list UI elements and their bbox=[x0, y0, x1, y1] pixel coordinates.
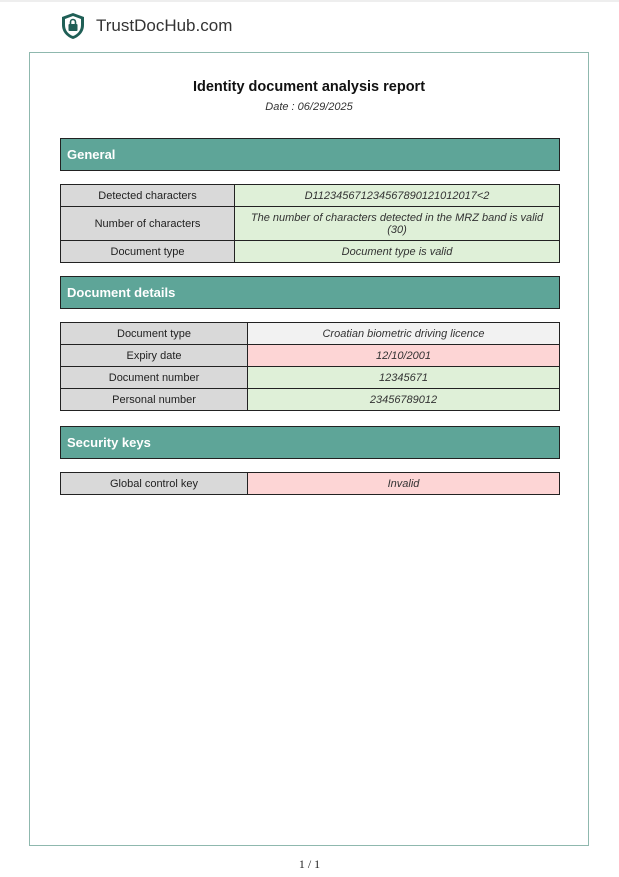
row-value: The number of characters detected in the MRZ band is valid (30) bbox=[235, 207, 560, 241]
row-value: 12345671 bbox=[248, 367, 560, 389]
table-row bbox=[61, 207, 560, 241]
section-header-security-keys: Security keys bbox=[60, 426, 560, 459]
row-value: 23456789012 bbox=[248, 389, 560, 411]
row-value: D1123456712345678901210120​17<2 bbox=[235, 185, 560, 207]
row-label: Document number bbox=[61, 367, 248, 389]
row-value: Croatian biometric driving licence bbox=[248, 323, 560, 345]
report-title: Identity document analysis report bbox=[192, 79, 426, 95]
table-row bbox=[61, 367, 560, 389]
page-number: 1 / 1 bbox=[298, 857, 321, 871]
section-header-general: General bbox=[60, 138, 560, 171]
row-label: Personal number bbox=[61, 389, 248, 411]
table-row bbox=[61, 473, 560, 495]
general-table bbox=[60, 184, 560, 263]
table-row bbox=[61, 323, 560, 345]
site-header bbox=[60, 12, 232, 40]
brand-name[interactable]: TrustDocHub.com bbox=[96, 16, 233, 35]
document-details-table bbox=[60, 322, 560, 411]
table-row bbox=[61, 241, 560, 263]
shield-lock-icon bbox=[60, 12, 86, 40]
row-label: Document type bbox=[61, 323, 248, 345]
row-value: 12/10/2001 bbox=[248, 345, 560, 367]
report-date: Date : 06/29/2025 bbox=[265, 101, 353, 113]
row-value: Invalid bbox=[248, 473, 560, 495]
table-row bbox=[61, 389, 560, 411]
top-divider bbox=[0, 0, 619, 2]
table-row bbox=[61, 345, 560, 367]
table-row bbox=[61, 185, 560, 207]
section-header-document-details: Document details bbox=[60, 276, 560, 309]
row-label: Document type bbox=[61, 241, 235, 263]
row-label: Global control key bbox=[61, 473, 248, 495]
row-label: Detected characters bbox=[61, 185, 235, 207]
security-keys-table bbox=[60, 472, 560, 495]
report-page bbox=[29, 52, 589, 846]
row-label: Number of characters bbox=[61, 207, 235, 241]
row-value: Document type is valid bbox=[235, 241, 560, 263]
row-label: Expiry date bbox=[61, 345, 248, 367]
